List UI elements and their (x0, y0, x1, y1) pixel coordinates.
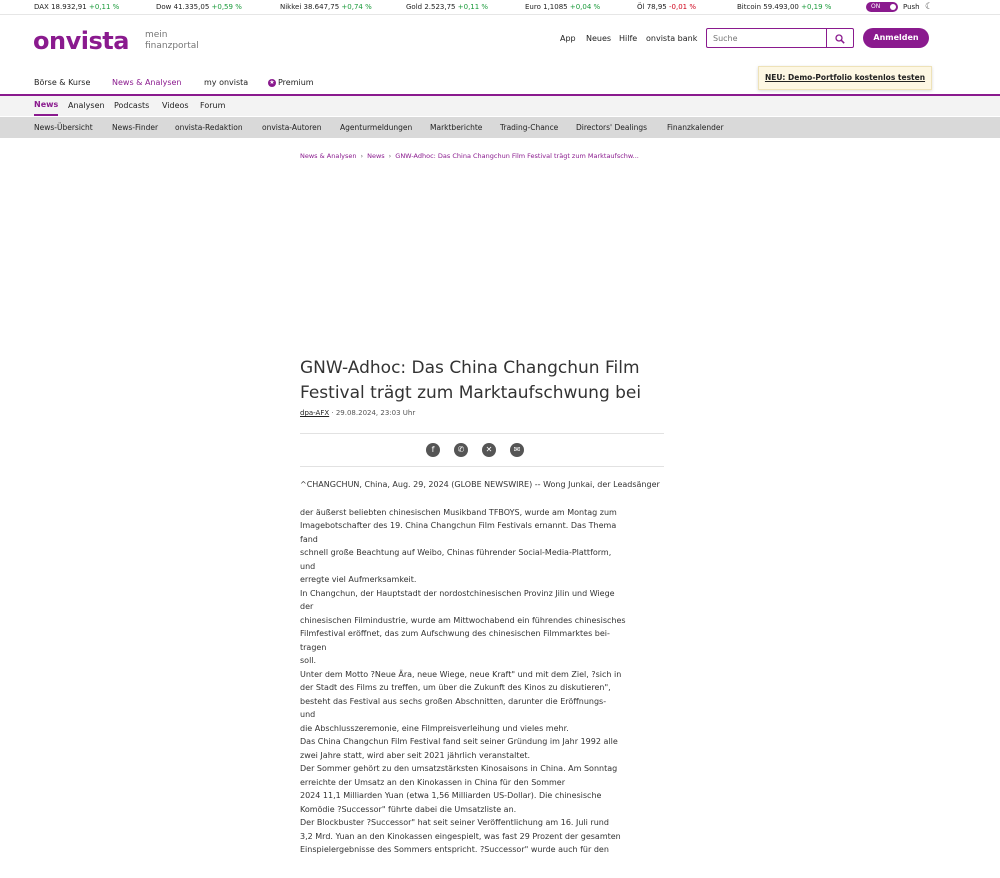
nav-news-analysen[interactable]: News & Analysen (112, 78, 182, 87)
header-link-hilfe[interactable]: Hilfe (619, 34, 638, 43)
share-divider-bottom (300, 466, 664, 467)
breadcrumb (300, 152, 639, 160)
onvista-logo[interactable]: onvista (33, 27, 129, 55)
login-button[interactable]: Anmelden (863, 28, 929, 48)
share-divider-top (300, 433, 664, 434)
push-label: Push (903, 3, 920, 11)
category-news-finder[interactable]: News-Finder (112, 123, 159, 132)
ticker-item-nikkei[interactable]: Nikkei 38.647,75 +0,74 % (280, 3, 372, 11)
article-lead: ^CHANGCHUN, China, Aug. 29, 2024 (GLOBE NEWSWIRE) -- Wong Junkai, der Leadsänger (300, 480, 660, 489)
dark-mode-icon[interactable]: ☾ (925, 2, 934, 12)
article-line: und (300, 561, 316, 571)
article-line: schnell große Beachtung auf Weibo, Chinas führender Social-Media-Plattform, (300, 548, 612, 557)
article-line: der Stadt des Films zu treffen, um über die Zukunft des Kinos zu diskutieren", (300, 683, 611, 692)
chevron-right-icon: › (360, 152, 364, 160)
category-agenturmeldungen[interactable]: Agenturmeldungen (340, 123, 413, 132)
ticker-item-dax[interactable]: DAX 18.932,91 +0,11 % (34, 3, 120, 11)
article-line: erregte viel Aufmerksamkeit. (300, 575, 417, 584)
article-line: chinesischen Filmindustrie, wurde am Mittwochabend ein führendes chinesisches (300, 615, 626, 625)
article-line: 3,2 Mrd. Yuan an den Kinokassen eingespielt, was fast 29 Prozent der gesamten (300, 831, 621, 841)
category-onvista-autoren[interactable]: onvista-Autoren (262, 123, 322, 132)
article-line: fand (300, 534, 318, 544)
breadcrumb-news-analysen[interactable]: News & Analysen (300, 152, 357, 160)
ticker-item-bitcoin[interactable]: Bitcoin 59.493,00 +0,19 % (737, 3, 832, 11)
header-link-neues[interactable]: Neues (586, 34, 612, 43)
nav-boerse-kurse[interactable]: Börse & Kurse (34, 78, 91, 87)
whatsapp-icon[interactable]: ✆ (454, 443, 468, 457)
breadcrumb-news[interactable]: News (367, 152, 385, 160)
article-line: der äußerst beliebten chinesischen Musikband TFBOYS, wurde am Montag zum (300, 507, 617, 517)
breadcrumb-current: GNW-Adhoc: Das China Changchun Film Festival trägt zum Marktaufschw... (395, 152, 639, 160)
ticker-item-euro[interactable]: Euro 1,1085 +0,04 % (525, 3, 601, 11)
article-line: besteht das Festival aus sechs großen Abschnitten, darunter die Eröffnungs- (300, 696, 607, 706)
ticker-item-oel[interactable]: Öl 78,95 -0,01 % (637, 3, 696, 11)
header-link-onvista-bank[interactable]: onvista bank (646, 34, 698, 43)
article-line: zwei Jahre statt, wird aber seit 2021 jährlich veranstaltet. (300, 750, 531, 760)
article-line: In Changchun, der Hauptstadt der nordostchinesischen Provinz Jilin und Wiege (300, 588, 615, 598)
article-line: Unter dem Motto ?Neue Ära, neue Wiege, neue Kraft" und mit dem Ziel, ?sich in (300, 669, 622, 679)
ticker-bar (0, 0, 1000, 15)
toggle-knob (890, 4, 896, 10)
chevron-right-icon: › (388, 152, 392, 160)
article-line: der (300, 602, 314, 611)
article-line: die Abschlusszeremonie, eine Filmpreisverleihung und vieles mehr. (300, 723, 569, 733)
subnav-analysen[interactable]: Analysen (68, 101, 105, 110)
article-line: tragen (300, 642, 327, 652)
article-line: soll. (300, 656, 317, 665)
nav-premium[interactable]: ★ Premium (269, 78, 314, 87)
ticker-item-gold[interactable]: Gold 2.523,75 +0,11 % (406, 3, 489, 11)
category-finanzkalender[interactable]: Finanzkalender (667, 123, 724, 132)
article-line: erreichte der Umsatz an den Kinokassen in China für den Sommer (300, 777, 565, 787)
header-link-app[interactable]: App (560, 34, 576, 43)
article-line: Das China Changchun Film Festival fand seit seiner Gründung im Jahr 1992 alle (300, 737, 618, 746)
search-icon (835, 34, 845, 44)
article-date: · 29.08.2024, 23:03 Uhr (329, 409, 416, 417)
x-icon[interactable]: ✕ (482, 443, 496, 457)
category-marktberichte[interactable]: Marktberichte (430, 123, 483, 132)
article-meta (300, 409, 415, 417)
facebook-icon[interactable]: f (426, 443, 440, 457)
search-button[interactable] (826, 29, 853, 47)
article-body (300, 478, 664, 857)
logo-tagline: mein finanzportal (145, 30, 199, 51)
article-line: Der Sommer gehört zu den umsatzstärksten Kinosaisons in China. Am Sonntag (300, 764, 618, 773)
nav-my-onvista[interactable]: my onvista (204, 78, 249, 87)
article-line: Filmfestival eröffnet, das zum Aufschwung des chinesischen Filmmarktes bei- (300, 629, 610, 638)
news-category-nav (0, 117, 1000, 138)
search-box (706, 28, 854, 48)
premium-star-icon: ★ (269, 78, 275, 86)
subnav-forum[interactable]: Forum (200, 101, 226, 110)
subnav-videos[interactable]: Videos (162, 101, 189, 110)
demo-portfolio-promo[interactable]: NEU: Demo-Portfolio kostenlos testen (758, 66, 932, 90)
subnav-news[interactable]: News (34, 96, 58, 116)
ticker-item-dow[interactable]: Dow 41.335,05 +0,59 % (156, 3, 242, 11)
article-line: 2024 11,1 Milliarden Yuan (etwa 1,56 Milliarden US-Dollar). Die chinesische (300, 791, 602, 800)
category-onvista-redaktion[interactable]: onvista-Redaktion (175, 123, 243, 132)
news-subnav (0, 96, 1000, 116)
article-title: GNW-Adhoc: Das China Changchun Film Festival trägt zum Marktaufschwung bei (300, 358, 642, 403)
article-line: Der Blockbuster ?Successor" hat seit seiner Veröffentlichung am 16. Juli rund (300, 818, 609, 827)
article-line: Imagebotschafter des 19. China Changchun Film Festivals ernannt. Das Thema (300, 521, 617, 530)
category-directors-dealings[interactable]: Directors' Dealings (576, 123, 648, 132)
article-source-link[interactable]: dpa-AFX (300, 409, 330, 417)
push-toggle[interactable]: ON (866, 2, 898, 12)
article-line: und (300, 710, 316, 719)
subnav-podcasts[interactable]: Podcasts (114, 101, 150, 110)
article-line: Komödie ?Successor" führte dabei die Umsatzliste an. (300, 804, 517, 814)
category-trading-chance[interactable]: Trading-Chance (500, 123, 559, 132)
email-icon[interactable]: ✉ (510, 443, 524, 457)
category-news-uebersicht[interactable]: News-Übersicht (34, 123, 93, 132)
search-input[interactable] (707, 29, 839, 47)
article-line: Einspielergebnisse des Sommers entspricht. ?Successor" wurde auch für den (300, 845, 609, 854)
